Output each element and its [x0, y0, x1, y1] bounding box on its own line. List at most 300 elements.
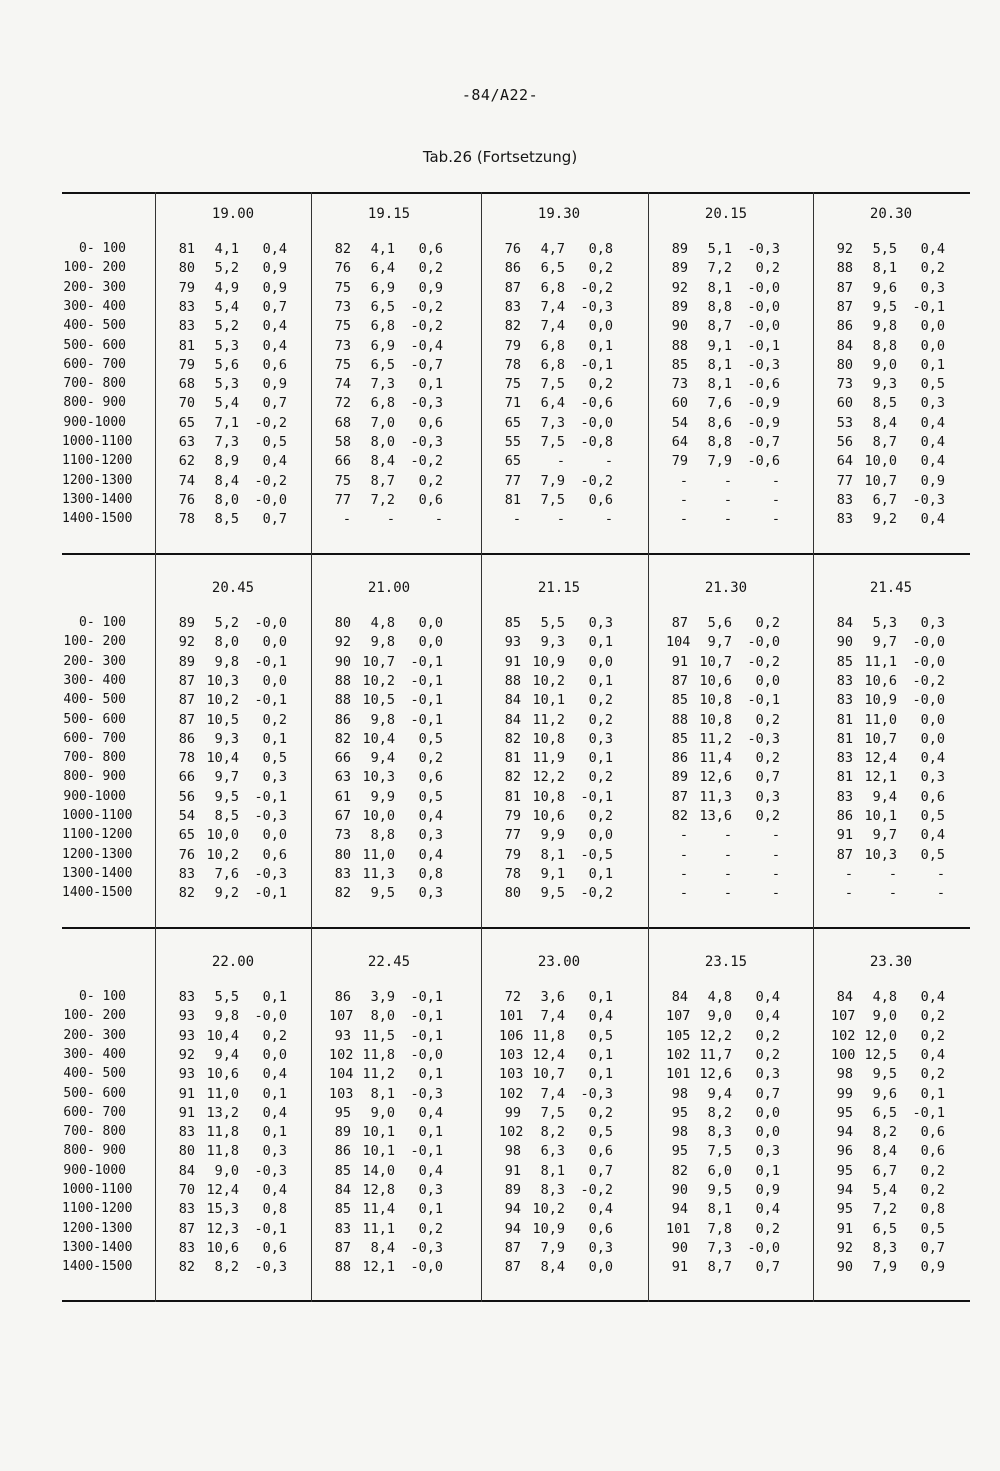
table-cell-value: 83	[334, 865, 351, 882]
table-cell-value: 11,0	[362, 846, 395, 863]
table-cell-value: 0,2	[588, 692, 613, 709]
table-cell-value: 8,4	[540, 1259, 565, 1276]
table-cell-value: 87	[178, 1220, 195, 1237]
table-cell-value: 10,9	[864, 692, 897, 709]
table-cell-value: -	[936, 885, 945, 902]
table-cell-value: 4,1	[214, 241, 239, 257]
table-cell-value: 10,3	[362, 769, 395, 786]
table-cell-value: 98	[671, 1124, 688, 1141]
table-cell-value: 5,2	[214, 615, 239, 631]
table-cell-value: 6,5	[370, 356, 395, 373]
table-cell-value: 8,4	[214, 472, 239, 489]
table-cell-value: -0,2	[410, 318, 443, 335]
table-cell-value: 7,5	[707, 1143, 732, 1160]
column-header-time: 21.15	[537, 580, 581, 596]
table-cell-value: 75	[334, 356, 351, 373]
table-cell-value: 67	[334, 808, 351, 824]
table-cell-value: 82	[334, 241, 351, 257]
table-cell-value: 87	[671, 615, 688, 631]
table-cell-value: 86	[671, 750, 688, 767]
table-cell-value: 91	[178, 1104, 195, 1121]
table-cell-value: -0,2	[912, 672, 945, 689]
table-cell-value: 11,8	[206, 1143, 239, 1160]
table-cell-value: 0,6	[588, 1143, 613, 1160]
table-cell-value: 0,3	[262, 769, 287, 786]
table-cell-value: 7,1	[214, 414, 239, 431]
table-cell-value: -0,2	[580, 279, 613, 296]
table-cell-value: 6,3	[540, 1143, 565, 1160]
table-cell-value: -	[386, 511, 395, 528]
table-cell-value: 10,8	[699, 711, 732, 728]
table-cell-value: 77	[504, 472, 521, 489]
table-cell-value: 9,5	[872, 1066, 897, 1083]
table-cell-value: 9,3	[872, 376, 897, 393]
table-cell-value: 98	[671, 1085, 688, 1102]
row-label-range: 1000-1100	[62, 1182, 133, 1197]
table-cell-value: 87	[178, 711, 195, 728]
table-cell-value: 0,9	[262, 260, 287, 277]
table-cell-value: 0,0	[418, 615, 443, 631]
table-cell-value: 0,7	[920, 1239, 945, 1256]
table-cell-value: 0,1	[418, 1066, 443, 1083]
table-cell-value: 0,6	[262, 846, 287, 863]
table-cell-value: 66	[178, 769, 195, 786]
table-cell-value: -0,3	[254, 808, 287, 824]
column-header-time: 23.00	[537, 954, 581, 970]
table-cell-value: 0,0	[588, 1259, 613, 1276]
table-cell-value: 63	[178, 434, 195, 450]
table-cell-value: 0,7	[755, 769, 780, 786]
table-cell-value: 86	[334, 989, 351, 1005]
table-cell-value: 60	[836, 395, 853, 412]
table-cell-value: -0,0	[912, 692, 945, 709]
table-cell-value: 10,3	[864, 846, 897, 863]
table-cell-value: 0,5	[262, 750, 287, 767]
table-cell-value: 5,3	[214, 376, 239, 393]
column-header-time: 19.15	[367, 206, 411, 222]
table-cell-value: 86	[334, 1143, 351, 1160]
table-cell-value: 10,5	[362, 692, 395, 709]
table-cell-value: 82	[504, 769, 521, 786]
table-cell-value: 6,8	[370, 395, 395, 412]
table-cell-value: -	[604, 453, 613, 470]
table-cell-value: -0,3	[410, 434, 443, 450]
table-cell-value: 10,7	[532, 1066, 565, 1083]
table-cell-value: 0,4	[920, 434, 945, 450]
table-cell-value: -0,1	[912, 298, 945, 315]
table-cell-value: 99	[504, 1104, 521, 1121]
table-cell-value: 10,6	[864, 672, 897, 689]
table-cell-value: 0,2	[755, 615, 780, 631]
table-cell-value: -0,3	[580, 1085, 613, 1102]
row-label-range: 800- 900	[63, 1143, 126, 1159]
table-cell-value: 7,3	[370, 376, 395, 393]
table-cell-value: -	[723, 846, 732, 863]
table-cell-value: 6,5	[872, 1220, 897, 1237]
table-cell-value: 86	[178, 730, 195, 747]
table-cell-value: 87	[836, 279, 853, 296]
table-cell-value: 0,3	[588, 1239, 613, 1256]
table-cell-value: -0,1	[410, 672, 443, 689]
table-cell-value: 8,7	[707, 318, 732, 335]
table-cell-value: 87	[671, 672, 688, 689]
row-label-range: 600- 700	[63, 1104, 126, 1120]
table-cell-value: 0,2	[588, 711, 613, 728]
table-cell-value: 0,9	[755, 1182, 780, 1198]
table-cell-value: 8,4	[872, 414, 897, 431]
table-cell-value: 93	[178, 1066, 195, 1083]
table-cell-value: -0,3	[747, 241, 780, 257]
row-label-range: 100- 200	[63, 1008, 126, 1024]
table-cell-value: 76	[178, 846, 195, 863]
table-cell-value: 10,6	[532, 808, 565, 824]
row-label-range: 0- 100	[79, 615, 126, 630]
table-cell-value: 68	[178, 376, 195, 393]
table-cell-value: 79	[178, 279, 195, 296]
table-cell-value: -0,3	[254, 865, 287, 882]
table-cell-value: 11,3	[362, 865, 395, 882]
row-label-range: 700- 800	[63, 1124, 126, 1140]
table-cell-value: 0,5	[418, 788, 443, 805]
table-cell-value: 0,4	[262, 1182, 287, 1198]
table-cell-value: 10,2	[206, 692, 239, 709]
table-cell-value: 0,0	[920, 711, 945, 728]
table-cell-value: 80	[178, 260, 195, 277]
table-cell-value: -	[888, 885, 897, 902]
row-label-range: 400- 500	[63, 318, 126, 334]
table-cell-value: 0,2	[588, 769, 613, 786]
table-cell-value: 0,4	[418, 846, 443, 863]
table-cell-value: 86	[836, 318, 853, 335]
table-cell-value: 0,1	[418, 376, 443, 393]
table-cell-value: 8,7	[707, 1259, 732, 1276]
table-cell-value: 0,4	[588, 1008, 613, 1025]
table-cell-value: 88	[504, 672, 521, 689]
table-cell-value: -0,2	[747, 653, 780, 670]
table-cell-value: 7,2	[872, 1201, 897, 1218]
table-cell-value: 9,0	[707, 1008, 732, 1025]
row-label-range: 100- 200	[63, 634, 126, 650]
row-label-range: 500- 600	[63, 711, 126, 727]
table-cell-value: -0,1	[410, 989, 443, 1005]
table-cell-value: 87	[334, 1239, 351, 1256]
table-cell-value: 107	[831, 1008, 856, 1025]
table-cell-value: 89	[504, 1182, 521, 1198]
table-cell-value: 8,2	[872, 1124, 897, 1141]
table-cell-value: 0,4	[920, 1046, 945, 1063]
table-cell-value: 80	[504, 885, 521, 902]
table-cell-value: 83	[178, 1239, 195, 1256]
table-cell-value: -0,1	[410, 1143, 443, 1160]
table-cell-value: 77	[504, 827, 521, 844]
table-cell-value: -	[679, 865, 688, 882]
table-cell-value: 10,1	[362, 1143, 395, 1160]
table-cell-value: 0,3	[920, 769, 945, 786]
row-label-range: 1000-1100	[62, 434, 133, 449]
table-cell-value: 0,3	[418, 827, 443, 844]
table-cell-value: 76	[504, 241, 521, 257]
table-cell-value: 13,6	[699, 808, 732, 824]
table-cell-value: -	[679, 827, 688, 844]
table-cell-value: 92	[178, 1046, 195, 1063]
table-cell-value: 84	[504, 711, 521, 728]
table-cell-value: 8,0	[370, 1008, 395, 1025]
table-cell-value: 75	[334, 472, 351, 489]
table-cell-value: 10,7	[699, 653, 732, 670]
table-block	[62, 940, 970, 1300]
table-cell-value: 85	[504, 615, 521, 631]
table-cell-value: -0,2	[410, 298, 443, 315]
table-cell-value: 8,0	[214, 634, 239, 651]
table-cell-value: 82	[334, 885, 351, 902]
table-cell-value: 4,1	[370, 241, 395, 257]
table-cell-value: 9,4	[707, 1085, 732, 1102]
table-cell-value: 8,2	[707, 1104, 732, 1121]
table-cell-value: 102	[329, 1046, 354, 1063]
table-cell-value: -	[723, 491, 732, 508]
table-cell-value: 0,1	[588, 1046, 613, 1063]
table-cell-value: 88	[671, 337, 688, 354]
table-cell-value: 7,5	[540, 491, 565, 508]
table-cell-value: -0,1	[254, 885, 287, 902]
table-cell-value: 0,3	[920, 395, 945, 412]
table-cell-value: -	[723, 885, 732, 902]
table-cell-value: -	[771, 511, 780, 528]
table-cell-value: 5,2	[214, 318, 239, 335]
table-cell-value: 0,7	[262, 511, 287, 528]
table-cell-value: 0,5	[920, 808, 945, 824]
table-cell-value: 73	[671, 376, 688, 393]
row-label-range: 300- 400	[63, 672, 126, 688]
table-cell-value: -0,0	[254, 615, 287, 631]
column-header-time: 20.45	[211, 580, 255, 596]
table-cell-value: 84	[334, 1182, 351, 1198]
table-cell-value: 9,8	[370, 634, 395, 651]
table-cell-value: 89	[671, 769, 688, 786]
table-cell-value: 81	[836, 769, 853, 786]
table-cell-value: 7,4	[540, 1008, 565, 1025]
table-cell-value: 0,9	[262, 376, 287, 393]
table-cell-value: 78	[504, 356, 521, 373]
table-cell-value: 76	[178, 491, 195, 508]
table-cell-value: 83	[178, 989, 195, 1005]
table-cell-value: 8,2	[540, 1124, 565, 1141]
table-cell-value: 0,4	[920, 453, 945, 470]
table-cell-value: 62	[178, 453, 195, 470]
table-cell-value: 0,7	[262, 395, 287, 412]
table-cell-value: 93	[334, 1027, 351, 1044]
table-cell-value: 0,6	[418, 414, 443, 431]
table-cell-value: 9,4	[872, 788, 897, 805]
table-cell-value: 89	[671, 260, 688, 277]
table-cell-value: 74	[178, 472, 195, 489]
table-cell-value: -0,0	[410, 1046, 443, 1063]
table-cell-value: 4,7	[540, 241, 565, 257]
table-cell-value: -0,1	[410, 653, 443, 670]
table-cell-value: 82	[334, 730, 351, 747]
table-cell-value: 9,7	[214, 769, 239, 786]
row-label-range: 500- 600	[63, 1085, 126, 1101]
row-label-range: 100- 200	[63, 260, 126, 276]
table-cell-value: 0,2	[920, 1162, 945, 1179]
table-cell-value: 0,8	[418, 865, 443, 882]
table-cell-value: 78	[178, 750, 195, 767]
table-cell-value: 103	[329, 1085, 354, 1102]
table-cell-value: 83	[836, 692, 853, 709]
table-cell-value: 85	[671, 692, 688, 709]
table-cell-value: 76	[334, 260, 351, 277]
table-cell-value: -	[723, 865, 732, 882]
table-cell-value: 56	[836, 434, 853, 450]
table-cell-value: 73	[334, 827, 351, 844]
table-cell-value: 4,8	[370, 615, 395, 631]
table-cell-value: 0,0	[262, 1046, 287, 1063]
table-cell-value: 91	[671, 653, 688, 670]
table-cell-value: 5,1	[707, 241, 732, 257]
table-cell-value: 0,5	[920, 376, 945, 393]
table-cell-value: 7,2	[707, 260, 732, 277]
table-cell-value: 5,4	[214, 395, 239, 412]
table-cell-value: 11,1	[864, 653, 897, 670]
table-cell-value: 0,2	[920, 260, 945, 277]
table-cell-value: 8,5	[214, 808, 239, 824]
row-label-range: 200- 300	[63, 1027, 126, 1043]
table-cell-value: 94	[671, 1201, 688, 1218]
table-cell-value: 8,4	[370, 1239, 395, 1256]
table-cell-value: 91	[178, 1085, 195, 1102]
table-cell-value: 0,2	[920, 1008, 945, 1025]
table-cell-value: 6,4	[370, 260, 395, 277]
table-cell-value: 0,4	[418, 1162, 443, 1179]
table-cell-value: 0,1	[262, 730, 287, 747]
table-cell-value: 94	[836, 1124, 853, 1141]
table-cell-value: 103	[499, 1046, 524, 1063]
table-cell-value: -0,1	[254, 1220, 287, 1237]
table-cell-value: 0,6	[262, 356, 287, 373]
table-cell-value: 88	[334, 672, 351, 689]
table-cell-value: 3,9	[370, 989, 395, 1005]
table-cell-value: 98	[504, 1143, 521, 1160]
table-cell-value: -0,2	[580, 885, 613, 902]
table-cell-value: 0,0	[262, 827, 287, 844]
table-cell-value: 6,9	[370, 337, 395, 354]
table-cell-value: 86	[836, 808, 853, 824]
table-cell-value: 9,9	[370, 788, 395, 805]
table-cell-value: 8,5	[214, 511, 239, 528]
table-cell-value: 0,4	[262, 453, 287, 470]
table-cell-value: -0,6	[747, 453, 780, 470]
table-cell-value: 5,5	[872, 241, 897, 257]
table-cell-value: 9,0	[214, 1162, 239, 1179]
table-cell-value: 58	[334, 434, 351, 450]
table-cell-value: 71	[504, 395, 521, 412]
table-cell-value: 8,1	[540, 846, 565, 863]
column-header-time: 21.45	[869, 580, 913, 596]
table-cell-value: -	[771, 827, 780, 844]
table-cell-value: 83	[178, 1201, 195, 1218]
table-cell-value: 0,4	[262, 1104, 287, 1121]
table-cell-value: 92	[178, 634, 195, 651]
table-cell-value: 0,7	[755, 1085, 780, 1102]
table-cell-value: 8,4	[872, 1143, 897, 1160]
table-cell-value: 0,0	[588, 653, 613, 670]
table-cell-value: 0,1	[588, 1066, 613, 1083]
table-cell-value: 9,2	[214, 885, 239, 902]
table-cell-value: 11,7	[699, 1046, 732, 1063]
table-cell-value: 83	[836, 788, 853, 805]
table-cell-value: 7,4	[540, 1085, 565, 1102]
table-cell-value: 53	[836, 414, 853, 431]
row-label-range: 900-1000	[63, 1162, 126, 1178]
table-cell-value: 12,0	[864, 1027, 897, 1044]
table-cell-value: 7,9	[872, 1259, 897, 1276]
table-cell-value: 11,2	[699, 730, 732, 747]
table-cell-value: 10,3	[206, 672, 239, 689]
table-cell-value: 11,1	[362, 1220, 395, 1237]
table-cell-value: 12,1	[864, 769, 897, 786]
table-cell-value: 10,8	[532, 730, 565, 747]
table-cell-value: 87	[836, 298, 853, 315]
table-cell-value: 12,2	[532, 769, 565, 786]
table-cell-value: 0,0	[755, 1104, 780, 1121]
table-cell-value: 0,3	[418, 885, 443, 902]
table-cell-value: 0,2	[418, 472, 443, 489]
table-cell-value: 89	[334, 1124, 351, 1141]
table-cell-value: 0,2	[588, 376, 613, 393]
table-cell-value: 84	[671, 989, 688, 1005]
table-cell-value: -0,0	[747, 1239, 780, 1256]
table-cell-value: 88	[334, 1259, 351, 1276]
table-cell-value: -0,9	[747, 414, 780, 431]
table-cell-value: 8,4	[370, 453, 395, 470]
table-cell-value: 6,5	[540, 260, 565, 277]
table-cell-value: 11,8	[206, 1124, 239, 1141]
table-cell-value: 14,0	[362, 1162, 395, 1179]
table-cell-value: 11,8	[532, 1027, 565, 1044]
table-cell-value: 90	[671, 318, 688, 335]
table-cell-value: 8,0	[370, 434, 395, 450]
table-cell-value: 91	[504, 653, 521, 670]
table-cell-value: 15,3	[206, 1201, 239, 1218]
table-cell-value: 0,4	[418, 1104, 443, 1121]
table-cell-value: 10,8	[699, 692, 732, 709]
table-cell-value: -0,3	[254, 1162, 287, 1179]
table-cell-value: 7,9	[540, 472, 565, 489]
table-cell-value: 83	[178, 318, 195, 335]
table-cell-value: 6,5	[370, 298, 395, 315]
table-cell-value: 0,5	[418, 730, 443, 747]
table-cell-value: 101	[499, 1008, 524, 1025]
table-cell-value: -0,0	[410, 1259, 443, 1276]
table-cell-value: 89	[671, 298, 688, 315]
table-cell-value: 0,0	[920, 318, 945, 335]
table-cell-value: 0,1	[755, 1162, 780, 1179]
table-cell-value: 0,7	[755, 1259, 780, 1276]
table-cell-value: 8,1	[707, 279, 732, 296]
table-cell-value: 0,1	[588, 865, 613, 882]
table-cell-value: 9,6	[872, 279, 897, 296]
table-cell-value: 9,9	[540, 827, 565, 844]
table-cell-value: 9,8	[872, 318, 897, 335]
table-cell-value: -	[771, 846, 780, 863]
table-cell-value: 93	[178, 1008, 195, 1025]
table-cell-value: 86	[504, 260, 521, 277]
table-cell-value: 83	[334, 1220, 351, 1237]
table-cell-value: 0,6	[418, 241, 443, 257]
table-cell-value: 87	[504, 279, 521, 296]
table-cell-value: 105	[666, 1027, 691, 1044]
table-cell-value: 0,2	[588, 1104, 613, 1121]
